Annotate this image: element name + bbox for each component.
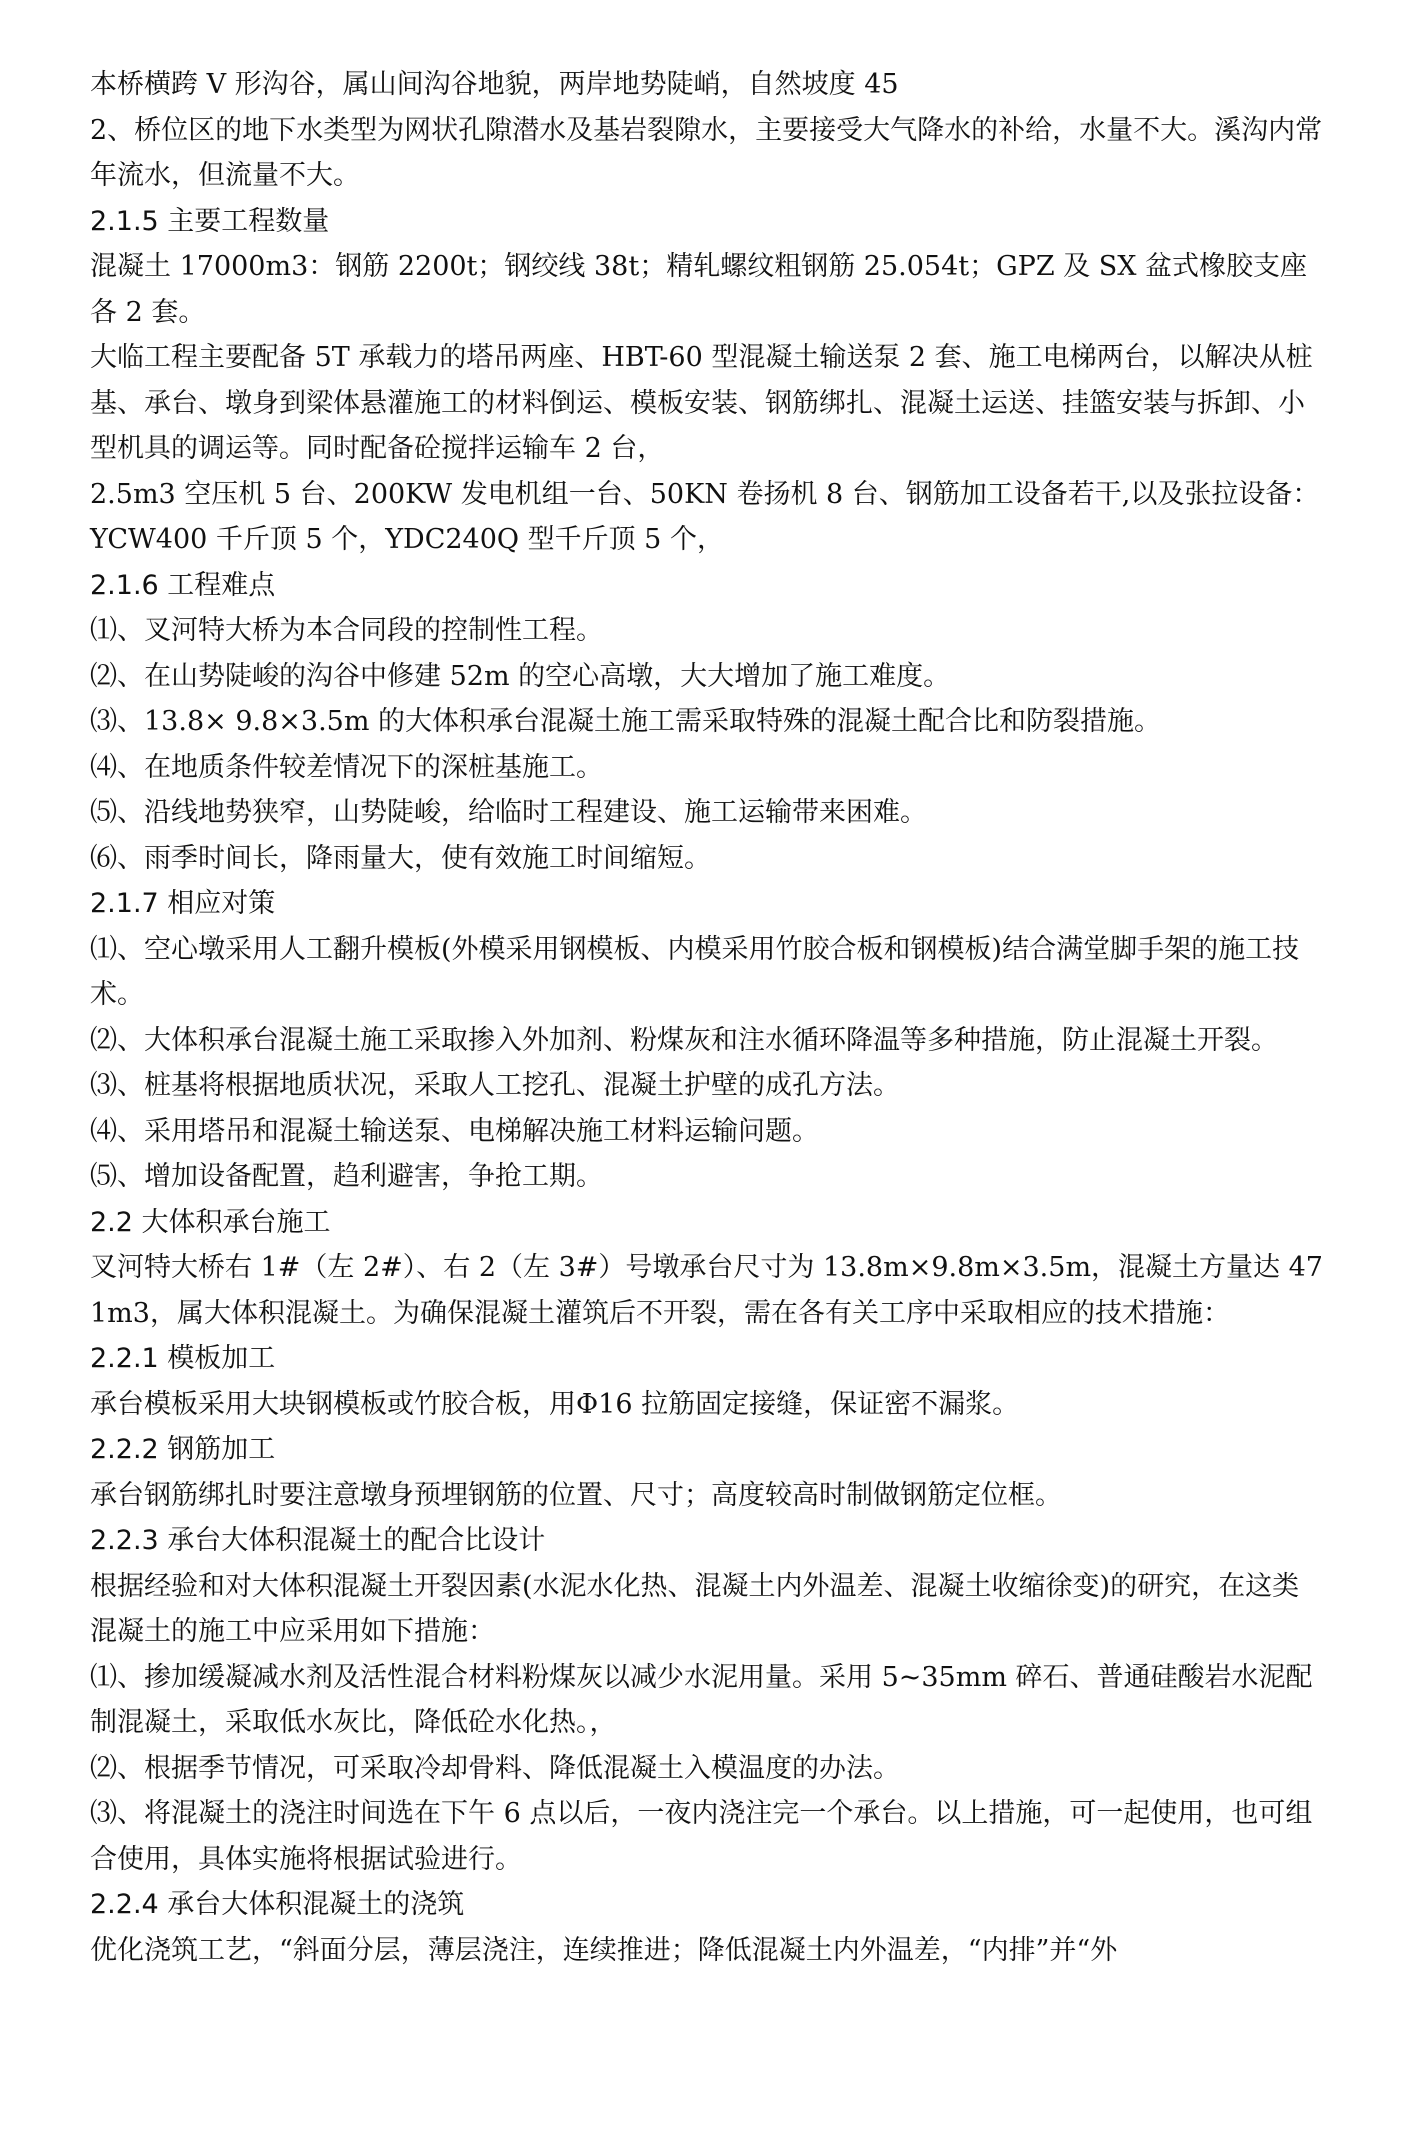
list-item-difficulty-3: ⑶、13.8× 9.8×3.5m 的大体积承台混凝土施工需采取特殊的混凝土配合比和防裂措施。 [90,706,1162,737]
list-item-mix-1: ⑴、掺加缓凝减水剂及活性混合材料粉煤灰以减少水泥用量。采用 5~35mm 碎石、普通硅酸岩水泥配制混凝土，采取低水灰比，降低砼水化热。， [90,1661,1313,1738]
list-item-difficulty-6: ⑹、雨季时间长，降雨量大，使有效施工时间缩短。 [90,842,711,874]
list-item-difficulty-1: ⑴、叉河特大桥为本合同段的控制性工程。 [90,615,603,646]
list-item-measure-4: ⑷、采用塔吊和混凝土输送泵、电梯解决施工材料运输问题。 [90,1115,819,1147]
section-heading-2-1-5: 2.1.5 主要工程数量 [90,205,330,237]
list-item-difficulty-5: ⑸、沿线地势狭窄，山势陡峻，给临时工程建设、施工运输带来困难。 [90,797,927,828]
list-item-difficulty-2: ⑵、在山势陡峻的沟谷中修建 52m 的空心高墩，大大增加了施工难度。 [90,660,951,692]
list-item-measure-3: ⑶、桩基将根据地质状况，采取人工挖孔、混凝土护壁的成孔方法。 [90,1070,900,1101]
paragraph-pouring: 优化浇筑工艺，“斜面分层，薄层浇注，连续推进；降低混凝土内外温差，“内排”并“外 [90,1934,1118,1966]
section-heading-2-1-6: 2.1.6 工程难点 [90,569,276,601]
section-heading-2-1-7: 2.1.7 相应对策 [90,888,276,919]
section-heading-2-2-2: 2.2.2 钢筋加工 [90,1434,276,1465]
list-item-measure-2: ⑵、大体积承台混凝土施工采取掺入外加剂、粉煤灰和注水循环降温等多种措施，防止混凝土开裂。 [90,1024,1278,1056]
paragraph-groundwater: 2、桥位区的地下水类型为网状孔隙潜水及基岩裂隙水，主要接受大气降水的补给，水量不大。溪沟内常年流水，但流量不大。 [90,114,1323,191]
paragraph-equipment: 2.5m3 空压机 5 台、200KW 发电机组一台、50KN 卷扬机 8 台、钢筋加工设备若干,以及张拉设备：YCW400 千斤顶 5 个，YDC240Q 型千斤顶 5 个， [90,478,1320,555]
paragraph-cap-dimensions: 叉河特大桥右 1#（左 2#）、右 2（左 3#）号墩承台尺寸为 13.8m×9.8m×3.5m，混凝土方量达 471m3，属大体积混凝土。为确保混凝土灌筑后不开裂，需在各有关工序中采取相应的技术措施： [90,1252,1323,1329]
paragraph-formwork: 承台模板采用大块钢模板或竹胶合板，用Φ16 拉筋固定接缝，保证密不漏浆。 [90,1388,1020,1420]
paragraph-quantities: 混凝土 17000m3：钢筋 2200t；钢绞线 38t；精轧螺纹粗钢筋 25.054t；GPZ 及 SX 盆式橡胶支座各 2 套。 [90,251,1308,328]
list-item-mix-3: ⑶、将混凝土的浇注时间选在下午 6 点以后，一夜内浇注完一个承台。以上措施，可一起使用，也可组合使用，具体实施将根据试验进行。 [90,1798,1313,1875]
list-item-measure-5: ⑸、增加设备配置，趋利避害，争抢工期。 [90,1161,603,1192]
section-heading-2-2: 2.2 大体积承台施工 [90,1206,331,1238]
list-item-difficulty-4: ⑷、在地质条件较差情况下的深桩基施工。 [90,751,603,783]
paragraph-mix-design: 根据经验和对大体积混凝土开裂因素(水泥水化热、混凝土内外温差、混凝土收缩徐变)的研究，在这类混凝土的施工中应采用如下措施： [90,1570,1300,1647]
list-item-measure-1: ⑴、空心墩采用人工翻升模板(外模采用钢模板、内模采用竹胶合板和钢模板)结合满堂脚手架的施工技术。 [90,933,1300,1010]
section-heading-2-2-1: 2.2.1 模板加工 [90,1343,276,1374]
paragraph-temporary-works: 大临工程主要配备 5T 承载力的塔吊两座、HBT-60 型混凝土输送泵 2 套、施工电梯两台，以解决从桩基、承台、墩身到梁体悬灌施工的材料倒运、模板安装、钢筋绑扎、混凝土运送、挂篮安装与拆卸、小型机具的调运等。同时配备砼搅拌运输车 2 台， [90,342,1313,464]
list-item-mix-2: ⑵、根据季节情况，可采取冷却骨料、降低混凝土入模温度的办法。 [90,1752,900,1784]
paragraph-rebar: 承台钢筋绑扎时要注意墩身预埋钢筋的位置、尺寸；高度较高时制做钢筋定位框。 [90,1479,1062,1511]
section-heading-2-2-4: 2.2.4 承台大体积混凝土的浇筑 [90,1889,465,1920]
paragraph-terrain: 本桥横跨 V 形沟谷，属山间沟谷地貌，两岸地势陡峭，自然坡度 45 [90,69,899,100]
section-heading-2-2-3: 2.2.3 承台大体积混凝土的配合比设计 [90,1525,546,1556]
